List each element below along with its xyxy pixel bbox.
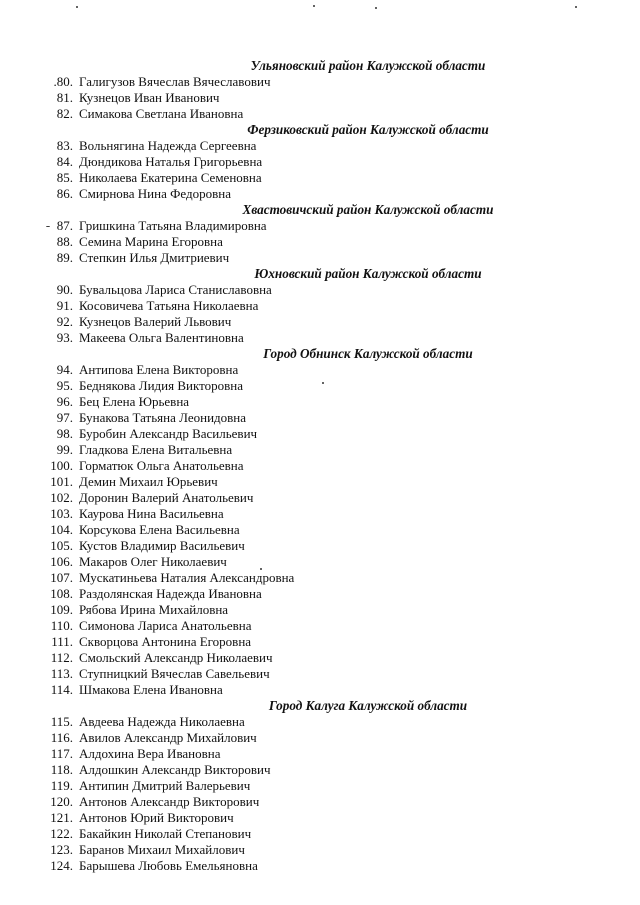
person-name: Макаров Олег Николаевич [79, 554, 227, 569]
person-name: Буробин Александр Васильевич [79, 426, 258, 441]
person-name: Корсукова Елена Васильевна [79, 522, 240, 537]
item-number: 85. [56, 170, 73, 185]
person-name: Антонов Юрий Викторович [79, 810, 234, 825]
section-heading: Город Калуга Калужской области [268, 698, 468, 713]
item-number: 101. [50, 474, 73, 489]
person-name: Семина Марина Егоровна [79, 234, 223, 249]
section-heading: Ульяновский район Калужской области [250, 58, 486, 73]
item-number: 81. [56, 90, 73, 105]
item-number: 98. [56, 426, 73, 441]
item-number: 95. [56, 378, 73, 393]
item-number: 108. [50, 586, 73, 601]
scan-speck [76, 6, 78, 8]
person-name: Мускатиньева Наталия Александровна [79, 570, 295, 585]
person-name: Баранов Михаил Михайлович [79, 842, 245, 857]
item-number: 90. [56, 282, 73, 297]
person-name: Бец Елена Юрьевна [79, 394, 190, 409]
item-number: 112. [50, 650, 73, 665]
person-name: Николаева Екатерина Семеновна [79, 170, 262, 185]
scan-speck [375, 7, 377, 9]
item-number: 120. [50, 794, 73, 809]
item-number: 119. [50, 778, 73, 793]
item-number: 105. [50, 538, 73, 553]
person-name: Кустов Владимир Васильевич [79, 538, 245, 553]
person-name: Беднякова Лидия Викторовна [79, 378, 243, 393]
person-name: Бакайкин Николай Степанович [79, 826, 252, 841]
scan-speck [575, 6, 577, 8]
section-heading: Хвастовичский район Калужской области [242, 202, 494, 217]
item-number: 122. [50, 826, 73, 841]
person-name: Авилов Александр Михайлович [79, 730, 257, 745]
person-name: Скворцова Антонина Егоровна [79, 634, 252, 649]
person-name: Кузнецов Иван Иванович [79, 90, 220, 105]
item-number: 106. [50, 554, 73, 569]
person-name: Вольнягина Надежда Сергеевна [79, 138, 257, 153]
item-number: 107. [50, 570, 73, 585]
item-number: 96. [56, 394, 73, 409]
person-name: Барышева Любовь Емельяновна [79, 858, 258, 873]
item-number: 92. [56, 314, 73, 329]
person-name: Авдеева Надежда Николаевна [79, 714, 245, 729]
item-number: 93. [56, 330, 73, 345]
person-name: Галигузов Вячеслав Вячеславович [79, 74, 271, 89]
item-number: 87. [56, 218, 73, 233]
item-number: 111. [51, 634, 73, 649]
section-heading: Город Обнинск Калужской области [263, 346, 473, 361]
person-name: Кузнецов Валерий Львович [79, 314, 232, 329]
item-number: 103. [50, 506, 73, 521]
person-name: Бунакова Татьяна Леонидовна [79, 410, 247, 425]
item-number: 89. [56, 250, 73, 265]
person-name: Рябова Ирина Михайловна [79, 602, 229, 617]
item-number: 83. [56, 138, 73, 153]
person-name: Косовичева Татьяна Николаевна [79, 298, 259, 313]
person-name: Смирнова Нина Федоровна [79, 186, 231, 201]
item-number: 116. [50, 730, 73, 745]
person-name: Гришкина Татьяна Владимировна [79, 218, 267, 233]
person-name: Гладкова Елена Витальевна [79, 442, 233, 457]
item-number: 97. [56, 410, 73, 425]
item-number: 110. [50, 618, 73, 633]
item-number: 109. [50, 602, 73, 617]
item-number: 88. [56, 234, 73, 249]
person-name: Бувальцова Лариса Станиславовна [79, 282, 272, 297]
scan-speck [313, 5, 315, 7]
section-heading: Юхновский район Калужской области [254, 266, 482, 281]
person-name: Горматюк Ольга Анатольевна [79, 458, 244, 473]
person-name: Макеева Ольга Валентиновна [79, 330, 244, 345]
item-number: 124. [50, 858, 73, 873]
item-number: 100. [50, 458, 73, 473]
item-number: 117. [50, 746, 73, 761]
item-number: 94. [56, 362, 73, 377]
section-heading: Ферзиковский район Калужской области [247, 122, 489, 137]
person-name: Антипин Дмитрий Валерьевич [79, 778, 251, 793]
person-name: Раздолянская Надежда Ивановна [79, 586, 262, 601]
person-name: Дюндикова Наталья Григорьевна [79, 154, 263, 169]
person-name: Ступницкий Вячеслав Савельевич [79, 666, 270, 681]
person-name: Шмакова Елена Ивановна [79, 682, 223, 697]
person-name: Демин Михаил Юрьевич [79, 474, 218, 489]
person-name: Симакова Светлана Ивановна [79, 106, 244, 121]
item-number: 115. [50, 714, 73, 729]
item-number: 102. [50, 490, 73, 505]
scan-speck [322, 382, 324, 384]
person-name: Смольский Александр Николаевич [79, 650, 273, 665]
item-number: 121. [50, 810, 73, 825]
item-number: 118. [50, 762, 73, 777]
person-name: Алдошкин Александр Викторович [79, 762, 271, 777]
item-number: 99. [56, 442, 73, 457]
item-number: .80. [53, 74, 73, 89]
person-name: Доронин Валерий Анатольевич [79, 490, 254, 505]
item-number: 82. [56, 106, 73, 121]
item-number: 114. [50, 682, 73, 697]
item-number: 113. [50, 666, 73, 681]
item-number: 84. [56, 154, 73, 169]
person-name: Алдохина Вера Ивановна [79, 746, 221, 761]
item-number: 104. [50, 522, 73, 537]
item-number: 86. [56, 186, 73, 201]
person-name: Симонова Лариса Анатольевна [79, 618, 252, 633]
item-number: 91. [56, 298, 73, 313]
person-name: Каурова Нина Васильевна [79, 506, 224, 521]
person-name: Антипова Елена Викторовна [79, 362, 239, 377]
item-number: 123. [50, 842, 73, 857]
person-name: Степкин Илья Дмитриевич [79, 250, 230, 265]
person-name: Антонов Александр Викторович [79, 794, 260, 809]
